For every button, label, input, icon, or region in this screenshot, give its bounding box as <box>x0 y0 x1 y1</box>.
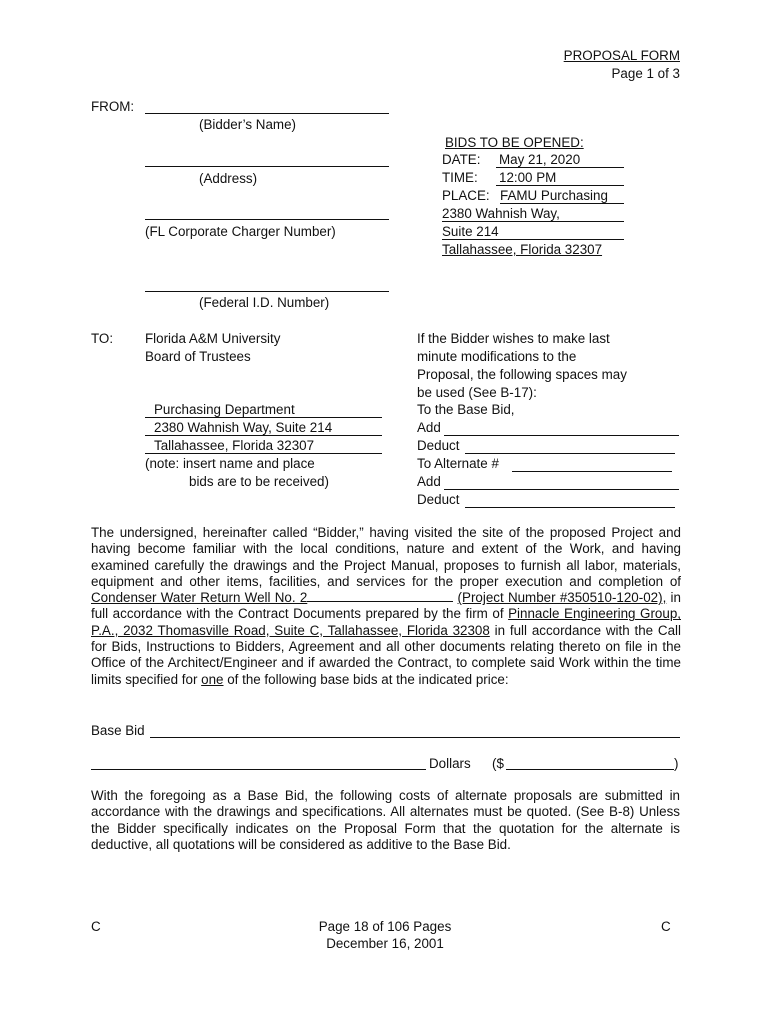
mod-text-4: be used (See B-17): <box>417 385 537 400</box>
mod-add-label-2: Add <box>417 474 441 489</box>
project-name-underline <box>307 591 453 602</box>
bids-heading: BIDS TO BE OPENED: <box>445 135 584 150</box>
mod-deduct-line-2[interactable] <box>465 507 675 508</box>
bid-time-label: TIME: <box>442 170 478 185</box>
to-address-underline-2 <box>145 435 382 436</box>
bid-date-value: May 21, 2020 <box>499 152 581 167</box>
to-address-underline-3 <box>145 453 382 454</box>
federal-id-caption: (Federal I.D. Number) <box>199 295 330 310</box>
mod-add-label-1: Add <box>417 420 441 435</box>
engineering-firm: Pinnacle Engineering Group, P.A., 2032 Thomasville Road, Suite C, Tallahassee, Florida 32308 <box>91 606 681 638</box>
mod-base-bid: To the Base Bid, <box>417 402 515 417</box>
project-number: (Project Number #350510-120-02), <box>457 590 667 606</box>
mod-deduct-label-1: Deduct <box>417 438 460 453</box>
to-line-2: Board of Trustees <box>145 349 251 364</box>
dollars-words-line[interactable] <box>91 769 426 770</box>
p1-part-1: The undersigned, hereinafter called “Bidder,” having visited the site of the proposed Project and having become familiar with the local conditions, nature and extent of the Work, and having examined carefully the drawings and the Project Manual, proposes to furnish all labor, materials, equipment and other items, facilities, and services for the proper execution and completion of <box>91 525 681 589</box>
mod-add-line-2[interactable] <box>444 489 679 490</box>
mod-alternate-line[interactable] <box>512 471 672 472</box>
mod-text-3: Proposal, the following spaces may <box>417 367 627 382</box>
bid-time-underline <box>496 185 624 186</box>
project-name: Condenser Water Return Well No. 2 <box>91 590 308 606</box>
from-label: FROM: <box>91 99 135 114</box>
bid-date-underline <box>496 167 624 168</box>
to-note-2: bids are to be received) <box>189 474 329 489</box>
close-paren: ) <box>674 756 679 771</box>
bid-place-line2: 2380 Wahnish Way, <box>442 206 560 221</box>
bid-place-underline-2 <box>442 221 624 222</box>
dollar-sign: ($ <box>492 756 504 771</box>
mod-deduct-label-2: Deduct <box>417 492 460 507</box>
footer-date: December 16, 2001 <box>326 936 444 951</box>
address-caption: (Address) <box>199 171 258 186</box>
bid-place-line1: FAMU Purchasing <box>500 188 608 203</box>
mod-add-line-1[interactable] <box>444 435 679 436</box>
corp-number-caption: (FL Corporate Charger Number) <box>145 224 336 239</box>
to-note-1: (note: insert name and place <box>145 456 315 471</box>
bidder-name-line[interactable] <box>145 113 389 114</box>
alternates-paragraph: With the foregoing as a Base Bid, the following costs of alternate proposals are submitted in accordance with the drawings and specifications. All alternates must be quoted. (See B-8) Unless the Bidder specifically indicates on the Proposal Form that the quotation for the alternate is deductive, all quotations will be considered as additive to the Base Bid. <box>91 788 680 852</box>
dollars-label: Dollars <box>429 756 471 771</box>
to-address-2: 2380 Wahnish Way, Suite 214 <box>154 420 333 435</box>
dollars-amount-line[interactable] <box>506 769 674 770</box>
bid-date-label: DATE: <box>442 152 481 167</box>
bidder-name-caption: (Bidder’s Name) <box>199 117 296 132</box>
corp-number-line[interactable] <box>145 219 389 220</box>
to-label: TO: <box>91 331 114 346</box>
address-line[interactable] <box>145 166 389 167</box>
base-bid-line[interactable] <box>150 737 680 738</box>
form-title: PROPOSAL FORM <box>563 48 680 63</box>
mod-text-2: minute modifications to the <box>417 349 577 364</box>
p1-part-4: of the following base bids at the indicated price: <box>223 671 509 687</box>
bid-place-line3: Suite 214 <box>442 224 499 239</box>
p1-part-3: in full accordance with the Call for Bids, Instructions to Bidders, Agreement and all other documents relating thereto on file in the Office of the Architect/Engineer and if awarded the Contract, to complete said Work within the time limits specified for <box>91 622 681 687</box>
footer-left-mark: C <box>91 919 101 934</box>
to-address-underline-1 <box>145 417 382 418</box>
bid-place-underline-1 <box>500 203 624 204</box>
bid-time-value: 12:00 PM <box>499 170 557 185</box>
to-line-1: Florida A&M University <box>145 331 281 346</box>
bid-place-line4: Tallahassee, Florida 32307 <box>442 242 603 257</box>
mod-text-1: If the Bidder wishes to make last <box>417 331 610 346</box>
mod-deduct-line-1[interactable] <box>465 453 675 454</box>
to-address-3: Tallahassee, Florida 32307 <box>154 438 315 453</box>
bid-place-underline-3 <box>442 239 624 240</box>
footer-page: Page 18 of 106 Pages <box>318 919 452 934</box>
base-bid-label: Base Bid <box>91 723 145 738</box>
page-indicator: Page 1 of 3 <box>611 66 680 81</box>
mod-alternate-label: To Alternate # <box>417 456 499 471</box>
one-emphasis: one <box>201 671 224 687</box>
footer-right-mark: C <box>661 919 671 934</box>
federal-id-line[interactable] <box>145 291 389 292</box>
p1-part-2: in full accordance with the Contract Documents prepared by the firm of <box>91 590 681 622</box>
bid-place-label: PLACE: <box>442 188 490 203</box>
proposal-paragraph <box>91 525 681 688</box>
to-address-1: Purchasing Department <box>154 402 295 417</box>
